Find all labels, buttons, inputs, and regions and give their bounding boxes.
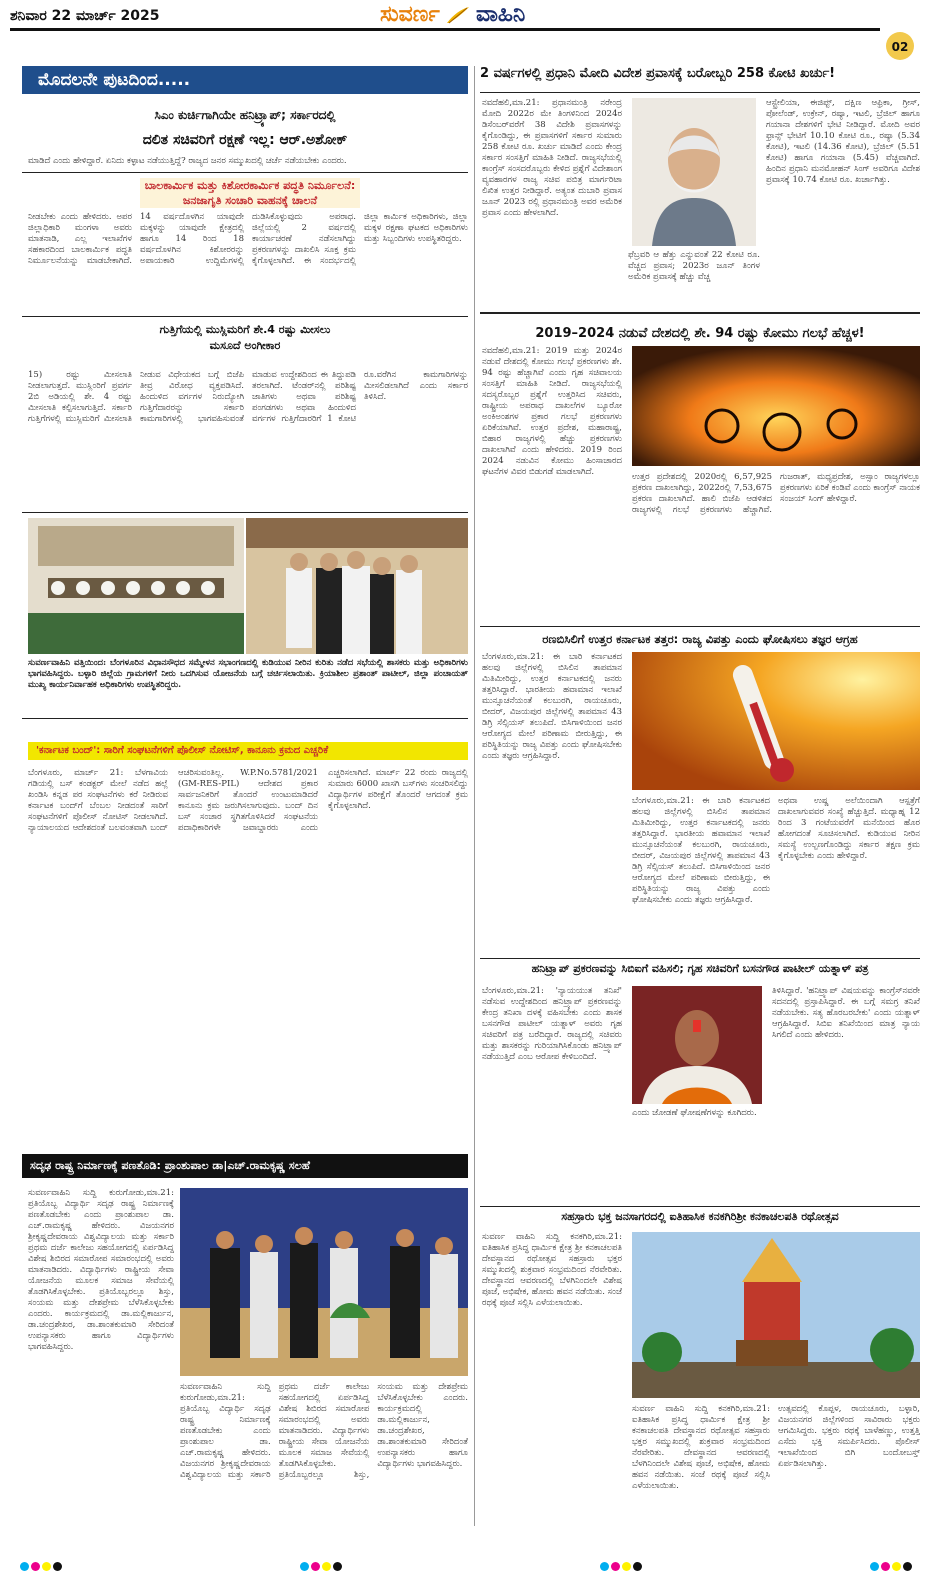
page-number: 02 (891, 40, 909, 54)
color-registration-right (870, 1556, 914, 1575)
black-dot-icon (903, 1562, 912, 1571)
cyan-dot-icon (20, 1562, 29, 1571)
story-body: ಆಸ್ಟ್ರೇಲಿಯಾ, ಈಜಿಪ್ಟ್, ದಕ್ಷಿಣ ಆಫ್ರಿಕಾ, ಗ್ರೀಸ್, ಪೋಲೆಂಡ್, ಉಕ್ರೇನ್, ರಷ್ಯಾ, ಇಟಲಿ, ಬ್ರೆಜಿಲ್ ಹಾಗೂ ಗಯಾನಾ ದೇಶಗಳಿಗೆ ಭೇಟಿ ನೀಡಿದ್ದಾರೆ. ಮೋದಿ ಅವರ ಫ್ರಾನ್ಸ್ ಭೇಟಿಗೆ 10.10 ಕೋಟಿ ರೂ., ರಷ್ಯಾ (5.34 ಕೋಟಿ), ಇಟಲಿ (14.36 ಕೋಟಿ), ಬ್ರೆಜಿಲ್ (5.51 ಕೋಟಿ) ಹಾಗೂ ಗಯಾನಾ (5.45) ವೆಚ್ಚವಾಗಿದೆ. ಹಿಂದಿನ ಪ್ರಧಾನಿ ಮನಮೋಹನ್ ಸಿಂಗ್ ಅವರಿಗೂ ವಿದೇಶ ಪ್ರವಾಸಕ್ಕೆ 10.74 ಕೋಟಿ ರೂ. ಖರ್ಚಾಗಿತ್ತು. (766, 98, 920, 185)
chariot-festival-photo (632, 1232, 920, 1398)
photo-caption: ಫೆಬ್ರವರಿ ಆ ಹೆತ್ತು ಎನ್ನುವಂತೆ 22 ಕೋಟಿ ರೂ. ವೆಚ್ಚದ ಪ್ರವಾಸ; 2023ರ ಜೂನ್ ತಿಂಗಳ ಅಮೆರಿಕ ಪ್ರವಾಸಕ್ಕೆ ಹೆಚ್ಚು ವೆಚ್ಚ (628, 250, 760, 282)
section-banner (22, 66, 468, 94)
divider (480, 92, 920, 93)
story-body: ಸುವರ್ಣ ವಾಹಿನಿ ಸುದ್ದಿ ಕನಕಗಿರಿ,ಮಾ.21: ಐತಿಹಾಸಿಕ ಪ್ರಸಿದ್ಧ ಧಾರ್ಮಿಕ ಕ್ಷೇತ್ರ ಶ್ರೀ ಕನಕಾಚಲಪತಿ ದೇವಸ್ಥಾನದ ರಥೋತ್ಸವ ಸಹಸ್ರಾರು ಭಕ್ತರ ಸಮ್ಮುಖದಲ್ಲಿ ಶುಕ್ರವಾರ ಸಂಭ್ರಮದಿಂದ ನೆರವೇರಿತು. ದೇವಸ್ಥಾನದ ಆವರಣದಲ್ಲಿ ಬೆಳಗಿನಿಂದಲೇ ವಿಶೇಷ ಪೂಜೆ, ಅಭಿಷೇಕ, ಹೋಮ ಹವನ ನಡೆಯಿತು. ಸಂಜೆ ರಥಕ್ಕೆ ಪೂಜೆ ಸಲ್ಲಿಸಿ ಎಳೆಯಲಾಯಿತು. (632, 1404, 770, 1491)
story-headline: ದಲಿತ ಸಚಿವರಿಗೆ ರಕ್ಷಣೆ ಇಲ್ಲ: ಆರ್.ಅಶೋಕ್ (142, 132, 348, 148)
cyan-dot-icon (870, 1562, 879, 1571)
story-body: ಅಥವಾ ಉಷ್ಣ ಅಲೆಯಿಂದಾಗಿ ಆಸ್ಪತ್ರೆಗೆ ದಾಖಲಾಗುವವರ ಸಂಖ್ಯೆ ಹೆಚ್ಚುತ್ತಿದೆ. ಮಧ್ಯಾಹ್ನ 12 ರಿಂದ 3 ಗಂಟೆಯವರೆಗೆ ಮನೆಯಿಂದ ಹೊರ ಹೋಗದಂತೆ ಸೂಚಿಸಲಾಗಿದೆ. ಕುಡಿಯುವ ನೀರಿನ ಸಮಸ್ಯೆ ಉಲ್ಬಣಗೊಂಡಿದ್ದು ಸರ್ಕಾರ ತಕ್ಷಣ ಕ್ರಮ ಕೈಗೊಳ್ಳಬೇಕು ಎಂದು ಹೇಳಿದ್ದಾರೆ. (778, 796, 920, 861)
story-body: ಸುವರ್ಣವಾಹಿನಿ ಸುದ್ದಿ ಕುರುಗೋಡು,ಮಾ.21: ಪ್ರತಿಯೊಬ್ಬ ವಿದ್ಯಾರ್ಥಿ ಸದೃಢ ರಾಷ್ಟ್ರ ನಿರ್ಮಾಣಕ್ಕೆ ಪಣತೊಡಬೇಕು ಎಂದು ಪ್ರಾಂಶುಪಾಲ ಡಾ. ಎಚ್.ರಾಮಕೃಷ್ಣ ಹೇಳಿದರು. ವಿಜಯನಗರ ಶ್ರೀಕೃಷ್ಣದೇವರಾಯ ವಿಶ್ವವಿದ್ಯಾಲಯ ಮತ್ತು ಸರ್ಕಾರಿ ಪ್ರಥಮ ದರ್ಜೆ ಕಾಲೇಜು ಸಹಯೋಗದಲ್ಲಿ ಏರ್ಪಡಿಸಿದ್ದ ವಿಶೇಷ ಶಿಬಿರದ ಸಮಾರೋಪ ಸಮಾರಂಭದಲ್ಲಿ ಅವರು ಮಾತನಾಡಿದರು. ವಿದ್ಯಾರ್ಥಿಗಳು ರಾಷ್ಟ್ರೀಯ ಸೇವಾ ಯೋಜನೆಯ ಮೂಲಕ ಸಮಾಜ ಸೇವೆಯಲ್ಲಿ ತೊಡಗಿಸಿಕೊಳ್ಳಬೇಕು. ಪ್ರತಿಯೊಬ್ಬರಲ್ಲೂ ಶಿಸ್ತು, ಸಂಯಮ ಮತ್ತು ದೇಶಪ್ರೇಮ ಬೆಳೆಸಿಕೊಳ್ಳಬೇಕು ಎಂದರು. ಕಾರ್ಯಕ್ರಮದಲ್ಲಿ ಡಾ.ಮಲ್ಲಿಕಾರ್ಜುನ, ಡಾ.ಚಂದ್ರಶೇಖರ, ಡಾ.ಶಾಂತಕುಮಾರಿ ಸೇರಿದಂತೆ ಉಪನ್ಯಾಸಕರು ಹಾಗೂ ವಿದ್ಯಾರ್ಥಿಗಳು ಭಾಗವಹಿಸಿದ್ದರು. (28, 1188, 174, 1352)
story-headline: 'ಕರ್ನಾಟಕ ಬಂದ್': ಸಾರಿಗೆ ಸಂಘಟನೆಗಳಿಗೆ ಪೊಲೀಸ್ ನೋಟಿಸ್, ಕಾನೂನು ಕ್ರಮದ ಎಚ್ಚರಿಕೆ (36, 745, 329, 756)
divider (22, 172, 468, 173)
meeting-photo (28, 518, 244, 654)
story-body: ಬೆಂಗಳೂರು,ಮಾ.21: ಈ ಬಾರಿ ಕರ್ನಾಟಕದ ಹಲವು ಜಿಲ್ಲೆಗಳಲ್ಲಿ ಬಿಸಿಲಿನ ತಾಪಮಾನ ಮಿತಿಮೀರಿದ್ದು, ಉತ್ತರ ಕರ್ನಾಟಕದಲ್ಲಿ ಜನರು ತತ್ತರಿಸಿದ್ದಾರೆ. ಭಾರತೀಯ ಹವಾಮಾನ ಇಲಾಖೆ ಮುನ್ಸೂಚನೆಯಂತೆ ಕಲಬುರಗಿ, ರಾಯಚೂರು, ಬೀದರ್, ವಿಜಯಪುರ ಜಿಲ್ಲೆಗಳಲ್ಲಿ ತಾಪಮಾನ 43 ಡಿಗ್ರಿ ಸೆಲ್ಸಿಯಸ್ ತಲುಪಿದೆ. ಬಿಸಿಗಾಳಿಯಿಂದ ಜನರ ಆರೋಗ್ಯದ ಮೇಲೆ ಪರಿಣಾಮ ಬೀರುತ್ತಿದ್ದು, ಈ ಪರಿಸ್ಥಿತಿಯನ್ನು ರಾಜ್ಯ ವಿಪತ್ತು ಎಂದು ಘೋಷಿಸಬೇಕು ಎಂದು ತಜ್ಞರು ಆಗ್ರಹಿಸಿದ್ದಾರೆ. (482, 652, 622, 761)
story-headline: ಬಾಲಕಾರ್ಮಿಕ ಮತ್ತು ಕಿಶೋರಕಾರ್ಮಿಕ ಪದ್ಧತಿ ನಿರ್ಮೂಲನೆ: ಜನಜಾಗೃತಿ ಸಂಚಾರಿ ವಾಹನಕ್ಕೆ ಚಾಲನೆ (140, 178, 360, 208)
story-body: ಬೆಂಗಳೂರು,ಮಾ.21: ಈ ಬಾರಿ ಕರ್ನಾಟಕದ ಹಲವು ಜಿಲ್ಲೆಗಳಲ್ಲಿ ಬಿಸಿಲಿನ ತಾಪಮಾನ ಮಿತಿಮೀರಿದ್ದು, ಉತ್ತರ ಕರ್ನಾಟಕದಲ್ಲಿ ಜನರು ತತ್ತರಿಸಿದ್ದಾರೆ. ಭಾರತೀಯ ಹವಾಮಾನ ಇಲಾಖೆ ಮುನ್ಸೂಚನೆಯಂತೆ ಕಲಬುರಗಿ, ರಾಯಚೂರು, ಬೀದರ್, ವಿಜಯಪುರ ಜಿಲ್ಲೆಗಳಲ್ಲಿ ತಾಪಮಾನ 43 ಡಿಗ್ರಿ ಸೆಲ್ಸಿಯಸ್ ತಲುಪಿದೆ. ಬಿಸಿಗಾಳಿಯಿಂದ ಜನರ ಆರೋಗ್ಯದ ಮೇಲೆ ಪರಿಣಾಮ ಬೀರುತ್ತಿದ್ದು, ಈ ಪರಿಸ್ಥಿತಿಯನ್ನು ರಾಜ್ಯ ವಿಪತ್ತು ಎಂದು ಘೋಷಿಸಬೇಕು ಎಂದು ತಜ್ಞರು ಆಗ್ರಹಿಸಿದ್ದಾರೆ. (632, 796, 770, 905)
story-subhead: ಮಸೂದೆ ಅಂಗೀಕಾರ (209, 339, 281, 352)
logo-text-left: ಸುವರ್ಣ (380, 2, 440, 27)
modi-photo (632, 98, 756, 246)
masthead-rule (10, 28, 880, 31)
section-banner-text: ಮೊದಲನೇ ಪುಟದಿಂದ..... (38, 70, 191, 90)
story-body: ಬೆಂಗಳೂರು,ಮಾ.21: 'ನ್ಯಾಯಯುತ ತನಿಖೆ' ನಡೆಸುವ ಉದ್ದೇಶದಿಂದ ಹನಿಟ್ರ್ಯಾಪ್ ಪ್ರಕರಣವನ್ನು ಕೇಂದ್ರ ತನಿಖಾ ದಳಕ್ಕೆ ವಹಿಸಬೇಕು ಎಂದು ಶಾಸಕ ಬಸನಗೌಡ ಪಾಟೀಲ್ ಯತ್ನಾಳ್ ಅವರು ಗೃಹ ಸಚಿವರಿಗೆ ಪತ್ರ ಬರೆದಿದ್ದಾರೆ. ರಾಜ್ಯದಲ್ಲಿ ಸಚಿವರು ಮತ್ತು ಶಾಸಕರನ್ನು ಗುರಿಯಾಗಿಸಿಕೊಂಡು ಹನಿಟ್ರ್ಯಾಪ್ ನಡೆಯುತ್ತಿದೆ ಎಂಬ ಆರೋಪ ಕೇಳಿಬಂದಿದೆ. (482, 986, 622, 1062)
story-kicker: ಸಿಎಂ ಕುರ್ಚಿಗಾಗಿಯೇ ಹನಿಟ್ರ್ಯಾಪ್; ಸರ್ಕಾರದಲ್ಲಿ (154, 108, 336, 122)
story-body: ನೀಡಬೇಕು ಎಂದು ಹೇಳಿದರು. ಅಪರ ಜಿಲ್ಲಾಧಿಕಾರಿ ಮಂಗಳಾ ಅವರು ಮಾತನಾಡಿ, ಎಲ್ಲ ಇಲಾಖೆಗಳ ಸಹಕಾರದಿಂದ ಬಾಲಕಾರ್ಮಿಕ ಪದ್ಧತಿ ನಿರ್ಮೂಲನೆಯನ್ನು ಮಾಡಬೇಕಾಗಿದೆ. 14 ವರ್ಷದೊಳಗಿನ ಯಾವುದೇ ಮಕ್ಕಳನ್ನು ಯಾವುದೇ ಕ್ಷೇತ್ರದಲ್ಲಿ ಹಾಗೂ 14 ರಿಂದ 18 ವರ್ಷದೊಳಗಿನ ಕಿಶೋರರನ್ನು ಅಪಾಯಕಾರಿ ಉದ್ದಿಮೆಗಳಲ್ಲಿ ದುಡಿಸಿಕೊಳ್ಳುವುದು ಅಪರಾಧ. ಜಿಲ್ಲೆಯಲ್ಲಿ 2 ವರ್ಷದಲ್ಲಿ ಕಾರ್ಯಾಚರಣೆ ನಡೆಸಲಾಗಿದ್ದು ಪ್ರಕರಣಗಳನ್ನು ದಾಖಲಿಸಿ ಸೂಕ್ತ ಕ್ರಮ ಕೈಗೊಳ್ಳಲಾಗಿದೆ. ಈ ಸಂದರ್ಭದಲ್ಲಿ ಜಿಲ್ಲಾ ಕಾರ್ಮಿಕ ಅಧಿಕಾರಿಗಳು, ಜಿಲ್ಲಾ ಮಕ್ಕಳ ರಕ್ಷಣಾ ಘಟಕದ ಅಧಿಕಾರಿಗಳು ಮತ್ತು ಸಿಬ್ಬಂದಿಗಳು ಉಪಸ್ಥಿತರಿದ್ದರು. (28, 212, 468, 266)
black-dot-icon (53, 1562, 62, 1571)
issue-date: ಶನಿವಾರ 22 ಮಾರ್ಚ್ 2025 (10, 8, 160, 24)
divider (480, 626, 920, 627)
thermometer-photo (632, 652, 920, 790)
yellow-dot-icon (622, 1562, 631, 1571)
story-body: ನವದೆಹಲಿ,ಮಾ.21: ಪ್ರಧಾನಮಂತ್ರಿ ನರೇಂದ್ರ ಮೋದಿ 2022ರ ಮೇ ತಿಂಗಳಿನಿಂದ 2024ರ ಡಿಸೆಂಬರ್‌ವರೆಗೆ 38 ವಿದೇಶಿ ಪ್ರವಾಸಗಳನ್ನು ಕೈಗೊಂಡಿದ್ದು, ಈ ಪ್ರವಾಸಗಳಿಗೆ ಸರ್ಕಾರ ಸುಮಾರು 258 ಕೋಟಿ ರೂ. ಖರ್ಚು ಮಾಡಿದೆ ಎಂದು ಕೇಂದ್ರ ಸರ್ಕಾರ ಸಂಸತ್ತಿಗೆ ಮಾಹಿತಿ ನೀಡಿದೆ. ರಾಜ್ಯಸಭೆಯಲ್ಲಿ ಕಾಂಗ್ರೆಸ್ ಸಂಸದರೊಬ್ಬರು ಕೇಳಿದ ಪ್ರಶ್ನೆಗೆ ವಿದೇಶಾಂಗ ವ್ಯವಹಾರಗಳ ರಾಜ್ಯ ಸಚಿವ ಪಬಿತ್ರ ಮಾರ್ಗರಿಟಾ ಲಿಖಿತ ಉತ್ತರ ನೀಡಿದ್ದಾರೆ. ಅತ್ಯಂತ ದುಬಾರಿ ಪ್ರವಾಸ ಜೂನ್ 2023 ರಲ್ಲಿ ಪ್ರಧಾನಮಂತ್ರಿ ಅವರ ಅಮೆರಿಕ ಪ್ರವಾಸ ಎಂದು ಹೇಳಲಾಗಿದೆ. (482, 98, 622, 218)
photo-caption: ಸುವರ್ಣವಾಹಿನಿ ವತ್ತಿಯಿಂದ: ಬೆಂಗಳೂರಿನ ವಿಧಾನಸೌಧದ ಸಮ್ಮೇಳನ ಸಭಾಂಗಣದಲ್ಲಿ ಕುಡಿಯುವ ನೀರಿನ ಕುರಿತು ನಡೆದ ಸಭೆಯಲ್ಲಿ ಶಾಸಕರು ಮತ್ತು ಅಧಿಕಾರಿಗಳು ಭಾಗವಹಿಸಿದ್ದರು. ಬಳ್ಳಾರಿ ಜಿಲ್ಲೆಯ ಗ್ರಾಮಗಳಿಗೆ ನೀರು ಒದಗಿಸುವ ಯೋಜನೆಯ ಬಗ್ಗೆ ಚರ್ಚಿಸಲಾಯಿತು. ಕ್ರಿಯಾಶೀಲ ಪ್ರಶಾಂತ್ ಪಾಟೀಲ್, ಜಿಲ್ಲಾ ಪಂಚಾಯತ್ ಮುಖ್ಯ ಕಾರ್ಯನಿರ್ವಾಹಕ ಅಧಿಕಾರಿಗಳು ಉಪಸ್ಥಿತರಿದ್ದರು. (28, 658, 468, 690)
yellow-dot-icon (42, 1562, 51, 1571)
color-registration-left (20, 1556, 64, 1575)
yellow-dot-icon (322, 1562, 331, 1571)
story-headline-bar (22, 1154, 468, 1178)
logo-text-right: ವಾಹಿನಿ (475, 2, 526, 27)
story-headline: ಸದೃಢ ರಾಷ್ಟ್ರ ನಿರ್ಮಾಣಕ್ಕೆ ಪಣತೊಡಿ: ಪ್ರಾಂಶುಪಾಲ ಡಾ|ಎಚ್.ರಾಮಕೃಷ್ಣ ಸಲಹೆ (30, 1159, 310, 1172)
divider (22, 316, 468, 317)
story-headline-bar (28, 742, 468, 760)
photo-caption: ಎಂದು ಜೋಡಣೆ ಘೋಷಣೆಗಳನ್ನು ಕೂಗಿದರು. (632, 1108, 757, 1118)
color-registration-mid (600, 1556, 644, 1575)
story-body: ಬೆಂಗಳೂರು, ಮಾರ್ಚ್ 21: ಬೆಳಗಾವಿಯ ಗಡಿಯಲ್ಲಿ ಬಸ್ ಕಂಡಕ್ಟರ್ ಮೇಲೆ ನಡೆದ ಹಲ್ಲೆ ಖಂಡಿಸಿ ಕನ್ನಡ ಪರ ಸಂಘಟನೆಗಳು ಕರೆ ನೀಡಿರುವ ಕರ್ನಾಟಕ ಬಂದ್‌ಗೆ ಬೆಂಬಲ ನೀಡದಂತೆ ಸಾರಿಗೆ ಸಂಘಟನೆಗಳಿಗೆ ಪೊಲೀಸ್ ನೋಟಿಸ್ ನೀಡಲಾಗಿದೆ. ನ್ಯಾಯಾಲಯದ ಆದೇಶದಂತೆ ಬಲವಂತವಾಗಿ ಬಂದ್ ಆಚರಿಸುವಂತಿಲ್ಲ. W.P.No.5781/2021 (GM-RES-PIL) ಆದೇಶದ ಪ್ರಕಾರ ಸಾರ್ವಜನಿಕರಿಗೆ ತೊಂದರೆ ಉಂಟುಮಾಡಿದರೆ ಕಾನೂನು ಕ್ರಮ ಜರುಗಿಸಲಾಗುವುದು. ಬಂದ್ ದಿನ ಬಸ್ ಸಂಚಾರ ಸ್ಥಗಿತಗೊಳಿಸಿದರೆ ಸಂಘಟನೆಯ ಪದಾಧಿಕಾರಿಗಳೇ ಜವಾಬ್ದಾರರು ಎಂದು ಎಚ್ಚರಿಸಲಾಗಿದೆ. ಮಾರ್ಚ್ 22 ರಂದು ರಾಜ್ಯದಲ್ಲಿ ಸುಮಾರು 6000 ಖಾಸಗಿ ಬಸ್‌ಗಳು ಸಂಚರಿಸಲಿದ್ದು ವಿದ್ಯಾರ್ಥಿಗಳ ಪರೀಕ್ಷೆಗೆ ತೊಂದರೆ ಆಗದಂತೆ ಕ್ರಮ ಕೈಗೊಳ್ಳಲಾಗಿದೆ. (28, 768, 468, 833)
divider (22, 512, 468, 513)
cyan-dot-icon (300, 1562, 309, 1571)
story-headline: ಗುತ್ತಿಗೆಯಲ್ಲಿ ಮುಸ್ಲಿಮರಿಗೆ ಶೇ.4 ರಷ್ಟು ಮೀಸಲು (159, 323, 331, 336)
story-body: ಉತ್ಸವದಲ್ಲಿ ಕೊಪ್ಪಳ, ರಾಯಚೂರು, ಬಳ್ಳಾರಿ, ವಿಜಯನಗರ ಜಿಲ್ಲೆಗಳಿಂದ ಸಾವಿರಾರು ಭಕ್ತರು ಆಗಮಿಸಿದ್ದರು. ಭಕ್ತರು ರಥಕ್ಕೆ ಬಾಳೆಹಣ್ಣು, ಉತ್ತತ್ತಿ ಎಸೆದು ಭಕ್ತಿ ಸಮರ್ಪಿಸಿದರು. ಪೊಲೀಸ್ ಇಲಾಖೆಯಿಂದ ಬಿಗಿ ಬಂದೋಬಸ್ತ್ ಏರ್ಪಡಿಸಲಾಗಿತ್ತು. (778, 1404, 920, 1469)
story-headline: 2 ವರ್ಷಗಳಲ್ಲಿ ಪ್ರಧಾನಿ ಮೋದಿ ವಿದೇಶ ಪ್ರವಾಸಕ್ಕೆ ಬರೋಬ್ಬರಿ 258 ಕೋಟಿ ಖರ್ಚು! (480, 66, 836, 81)
yatnal-photo (632, 986, 762, 1104)
story-body: 15) ರಷ್ಟು ಮೀಸಲಾತಿ ನೀಡಲಾಗುತ್ತದೆ. ಮುಸ್ಲಿಂರಿಗೆ ಪ್ರವರ್ಗ 2ಬಿ ಅಡಿಯಲ್ಲಿ ಶೇ. 4 ರಷ್ಟು ಮೀಸಲಾತಿ ಕಲ್ಪಿಸಲಾಗುತ್ತಿದೆ. ಸರ್ಕಾರಿ ಗುತ್ತಿಗೆಗಳಲ್ಲಿ ಮುಸ್ಲಿಮರಿಗೆ ಮೀಸಲಾತಿ ನೀಡುವ ವಿಧೇಯಕದ ಬಗ್ಗೆ ಬಿಜೆಪಿ ತೀವ್ರ ವಿರೋಧ ವ್ಯಕ್ತಪಡಿಸಿದೆ. ಹಿಂದುಳಿದ ವರ್ಗಗಳ ನಿರುದ್ಯೋಗಿ ಗುತ್ತಿಗೆದಾರರನ್ನು ಸರ್ಕಾರಿ ಕಾಮಗಾರಿಗಳಲ್ಲಿ ಭಾಗವಹಿಸುವಂತೆ ಮಾಡುವ ಉದ್ದೇಶದಿಂದ ಈ ತಿದ್ದುಪಡಿ ತರಲಾಗಿದೆ. ಟೆಂಡರ್‌ನಲ್ಲಿ ಪರಿಶಿಷ್ಟ ಜಾತಿಗಳು ಅಥವಾ ಪರಿಶಿಷ್ಟ ಪಂಗಡಗಳು ಅಥವಾ ಹಿಂದುಳಿದ ವರ್ಗಗಳ ಗುತ್ತಿಗೆದಾರರಿಗೆ 1 ಕೋಟಿ ರೂ.ವರೆಗಿನ ಕಾಮಗಾರಿಗಳನ್ನು ಮೀಸಲಿಡಲಾಗಿದೆ ಎಂದು ಸರ್ಕಾರ ತಿಳಿಸಿದೆ. (28, 370, 468, 424)
story-headline: ಹನಿಟ್ರ್ಯಾಪ್ ಪ್ರಕರಣವನ್ನು ಸಿಬಿಐಗೆ ವಹಿಸಲಿ; ಗೃಹ ಸಚಿವರಿಗೆ ಬಸನಗೌಡ ಪಾಟೀಲ್ ಯತ್ನಾಳ್ ಪತ್ರ (531, 962, 869, 975)
magenta-dot-icon (311, 1562, 320, 1571)
riot-fire-photo (632, 346, 920, 466)
story-body: ಸುವರ್ಣ ವಾಹಿನಿ ಸುದ್ದಿ ಕನಕಗಿರಿ,ಮಾ.21: ಐತಿಹಾಸಿಕ ಪ್ರಸಿದ್ಧ ಧಾರ್ಮಿಕ ಕ್ಷೇತ್ರ ಶ್ರೀ ಕನಕಾಚಲಪತಿ ದೇವಸ್ಥಾನದ ರಥೋತ್ಸವ ಸಹಸ್ರಾರು ಭಕ್ತರ ಸಮ್ಮುಖದಲ್ಲಿ ಶುಕ್ರವಾರ ಸಂಭ್ರಮದಿಂದ ನೆರವೇರಿತು. ದೇವಸ್ಥಾನದ ಆವರಣದಲ್ಲಿ ಬೆಳಗಿನಿಂದಲೇ ವಿಶೇಷ ಪೂಜೆ, ಅಭಿಷೇಕ, ಹೋಮ ಹವನ ನಡೆಯಿತು. ಸಂಜೆ ರಥಕ್ಕೆ ಪೂಜೆ ಸಲ್ಲಿಸಿ ಎಳೆಯಲಾಯಿತು. (482, 1232, 622, 1308)
story-body-continued: ಸುವರ್ಣವಾಹಿನಿ ಸುದ್ದಿ ಕುರುಗೋಡು,ಮಾ.21: ಪ್ರತಿಯೊಬ್ಬ ವಿದ್ಯಾರ್ಥಿ ಸದೃಢ ರಾಷ್ಟ್ರ ನಿರ್ಮಾಣಕ್ಕೆ ಪಣತೊಡಬೇಕು ಎಂದು ಪ್ರಾಂಶುಪಾಲ ಡಾ. ಎಚ್.ರಾಮಕೃಷ್ಣ ಹೇಳಿದರು. ವಿಜಯನಗರ ಶ್ರೀಕೃಷ್ಣದೇವರಾಯ ವಿಶ್ವವಿದ್ಯಾಲಯ ಮತ್ತು ಸರ್ಕಾರಿ ಪ್ರಥಮ ದರ್ಜೆ ಕಾಲೇಜು ಸಹಯೋಗದಲ್ಲಿ ಏರ್ಪಡಿಸಿದ್ದ ವಿಶೇಷ ಶಿಬಿರದ ಸಮಾರೋಪ ಸಮಾರಂಭದಲ್ಲಿ ಅವರು ಮಾತನಾಡಿದರು. ವಿದ್ಯಾರ್ಥಿಗಳು ರಾಷ್ಟ್ರೀಯ ಸೇವಾ ಯೋಜನೆಯ ಮೂಲಕ ಸಮಾಜ ಸೇವೆಯಲ್ಲಿ ತೊಡಗಿಸಿಕೊಳ್ಳಬೇಕು. ಪ್ರತಿಯೊಬ್ಬರಲ್ಲೂ ಶಿಸ್ತು, ಸಂಯಮ ಮತ್ತು ದೇಶಪ್ರೇಮ ಬೆಳೆಸಿಕೊಳ್ಳಬೇಕು ಎಂದರು. ಕಾರ್ಯಕ್ರಮದಲ್ಲಿ ಡಾ.ಮಲ್ಲಿಕಾರ್ಜುನ, ಡಾ.ಚಂದ್ರಶೇಖರ, ಡಾ.ಶಾಂತಕುಮಾರಿ ಸೇರಿದಂತೆ ಉಪನ್ಯಾಸಕರು ಹಾಗೂ ವಿದ್ಯಾರ್ಥಿಗಳು ಭಾಗವಹಿಸಿದ್ದರು. (180, 1382, 468, 1480)
logo-feather-icon (445, 5, 471, 29)
magenta-dot-icon (881, 1562, 890, 1571)
black-dot-icon (633, 1562, 642, 1571)
column-rule (474, 66, 475, 1526)
leaders-photo (246, 518, 468, 654)
divider (22, 718, 468, 719)
yellow-dot-icon (892, 1562, 901, 1571)
color-registration-center (300, 1556, 344, 1575)
masthead (0, 0, 945, 62)
divider (480, 958, 920, 959)
story-body: ಮಾಡಿದೆ ಎಂದು ಹೇಳಿದ್ದಾರೆ. ಏನಿದು ಕಳ್ಳಾಟ ನಡೆಯುತ್ತಿದ್ದೆ? ರಾಜ್ಯದ ಜನರ ಸಮ್ಮುಖದಲ್ಲಿ ಚರ್ಚೆ ನಡೆಯಬೇಕು ಎಂದರು. (28, 156, 347, 166)
black-dot-icon (333, 1562, 342, 1571)
story-headline: ರಣಬಿಸಿಲಿಗೆ ಉತ್ತರ ಕರ್ನಾಟಕ ತತ್ತರ: ರಾಜ್ಯ ವಿಪತ್ತು ಎಂದು ಘೋಷಿಸಲು ತಜ್ಞರ ಆಗ್ರಹ (542, 632, 858, 646)
page-number-badge (886, 32, 914, 60)
story-body: ತಿಳಿಸಿದ್ದಾರೆ. 'ಹನಿಟ್ರ್ಯಾಪ್ ವಿಷಯವನ್ನು ಕಾಂಗ್ರೆಸ್‌ನವರೇ ಸದನದಲ್ಲಿ ಪ್ರಸ್ತಾಪಿಸಿದ್ದಾರೆ. ಈ ಬಗ್ಗೆ ಸಮಗ್ರ ತನಿಖೆ ನಡೆಯಬೇಕು. ಸತ್ಯ ಹೊರಬರಬೇಕು' ಎಂದು ಯತ್ನಾಳ್ ಆಗ್ರಹಿಸಿದ್ದಾರೆ. ಸಿಬಿಐ ತನಿಖೆಯಿಂದ ಮಾತ್ರ ನ್ಯಾಯ ಸಿಗಲಿದೆ ಎಂದು ಹೇಳಿದರು. (772, 986, 920, 1040)
story-headline: ಸಹಸ್ರಾರು ಭಕ್ತ ಜನಸಾಗರದಲ್ಲಿ ಐತಿಹಾಸಿಕ ಕನಕಗಿರಿಶ್ರೀ ಕನಕಾಚಲಪತಿ ರಥೋತ್ಸವ (561, 1210, 839, 1223)
magenta-dot-icon (611, 1562, 620, 1571)
magenta-dot-icon (31, 1562, 40, 1571)
story-body: ಉತ್ತರ ಪ್ರದೇಶದಲ್ಲಿ 2020ರಲ್ಲಿ 6,57,925 ಪ್ರಕರಣ ದಾಖಲಾಗಿದ್ದು, 2022ರಲ್ಲಿ 7,53,675 ಪ್ರಕರಣ ದಾಖಲಾಗಿದೆ. ಹಾಲಿ ಬಿಜೆಪಿ ಆಡಳಿತದ ರಾಜ್ಯಗಳಲ್ಲಿ ಗಲಭೆ ಪ್ರಕರಣಗಳು ಹೆಚ್ಚಾಗಿವೆ. ಗುಜರಾತ್, ಮಧ್ಯಪ್ರದೇಶ, ಅಸ್ಸಾಂ ರಾಜ್ಯಗಳಲ್ಲೂ ಪ್ರಕರಣಗಳು ಏರಿಕೆ ಕಂಡಿವೆ ಎಂದು ಕಾಂಗ್ರೆಸ್ ನಾಯಕ ಸಂಜಯ್ ಸಿಂಗ್ ಹೇಳಿದ್ದಾರೆ. (632, 472, 920, 515)
story-headline: 2019–2024 ನಡುವೆ ದೇಶದಲ್ಲಿ ಶೇ. 94 ರಷ್ಟು ಕೋಮು ಗಲಭೆ ಹೆಚ್ಚಳ! (535, 326, 865, 341)
college-event-photo (180, 1188, 468, 1376)
divider (480, 1206, 920, 1207)
story-body: ನವದೆಹಲಿ,ಮಾ.21: 2019 ಮತ್ತು 2024ರ ನಡುವೆ ದೇಶದಲ್ಲಿ ಕೋಮು ಗಲಭೆ ಪ್ರಕರಣಗಳು ಶೇ. 94 ರಷ್ಟು ಹೆಚ್ಚಾಗಿವೆ ಎಂದು ಗೃಹ ಸಚಿವಾಲಯ ಸಂಸತ್ತಿಗೆ ಮಾಹಿತಿ ನೀಡಿದೆ. ರಾಜ್ಯಸಭೆಯಲ್ಲಿ ಸದಸ್ಯರೊಬ್ಬರ ಪ್ರಶ್ನೆಗೆ ಉತ್ತರಿಸಿದ ಸಚಿವರು, ರಾಷ್ಟ್ರೀಯ ಅಪರಾಧ ದಾಖಲೆಗಳ ಬ್ಯೂರೋ ಅಂಕಿಅಂಶಗಳ ಪ್ರಕಾರ ಗಲಭೆ ಪ್ರಕರಣಗಳು ಏರಿಕೆಯಾಗಿವೆ. ಉತ್ತರ ಪ್ರದೇಶ, ಮಹಾರಾಷ್ಟ್ರ, ಬಿಹಾರ ರಾಜ್ಯಗಳಲ್ಲಿ ಹೆಚ್ಚು ಪ್ರಕರಣಗಳು ದಾಖಲಾಗಿವೆ ಎಂದು ಹೇಳಿದರು. 2019 ರಿಂದ 2024 ನಡುವಿನ ಕೋಮು ಹಿಂಸಾಚಾರದ ಘಟನೆಗಳ ವಿವರ ಬಿಡುಗಡೆ ಮಾಡಲಾಗಿದೆ. (482, 346, 622, 477)
divider (480, 312, 920, 314)
masthead-logo (380, 2, 525, 30)
cyan-dot-icon (600, 1562, 609, 1571)
